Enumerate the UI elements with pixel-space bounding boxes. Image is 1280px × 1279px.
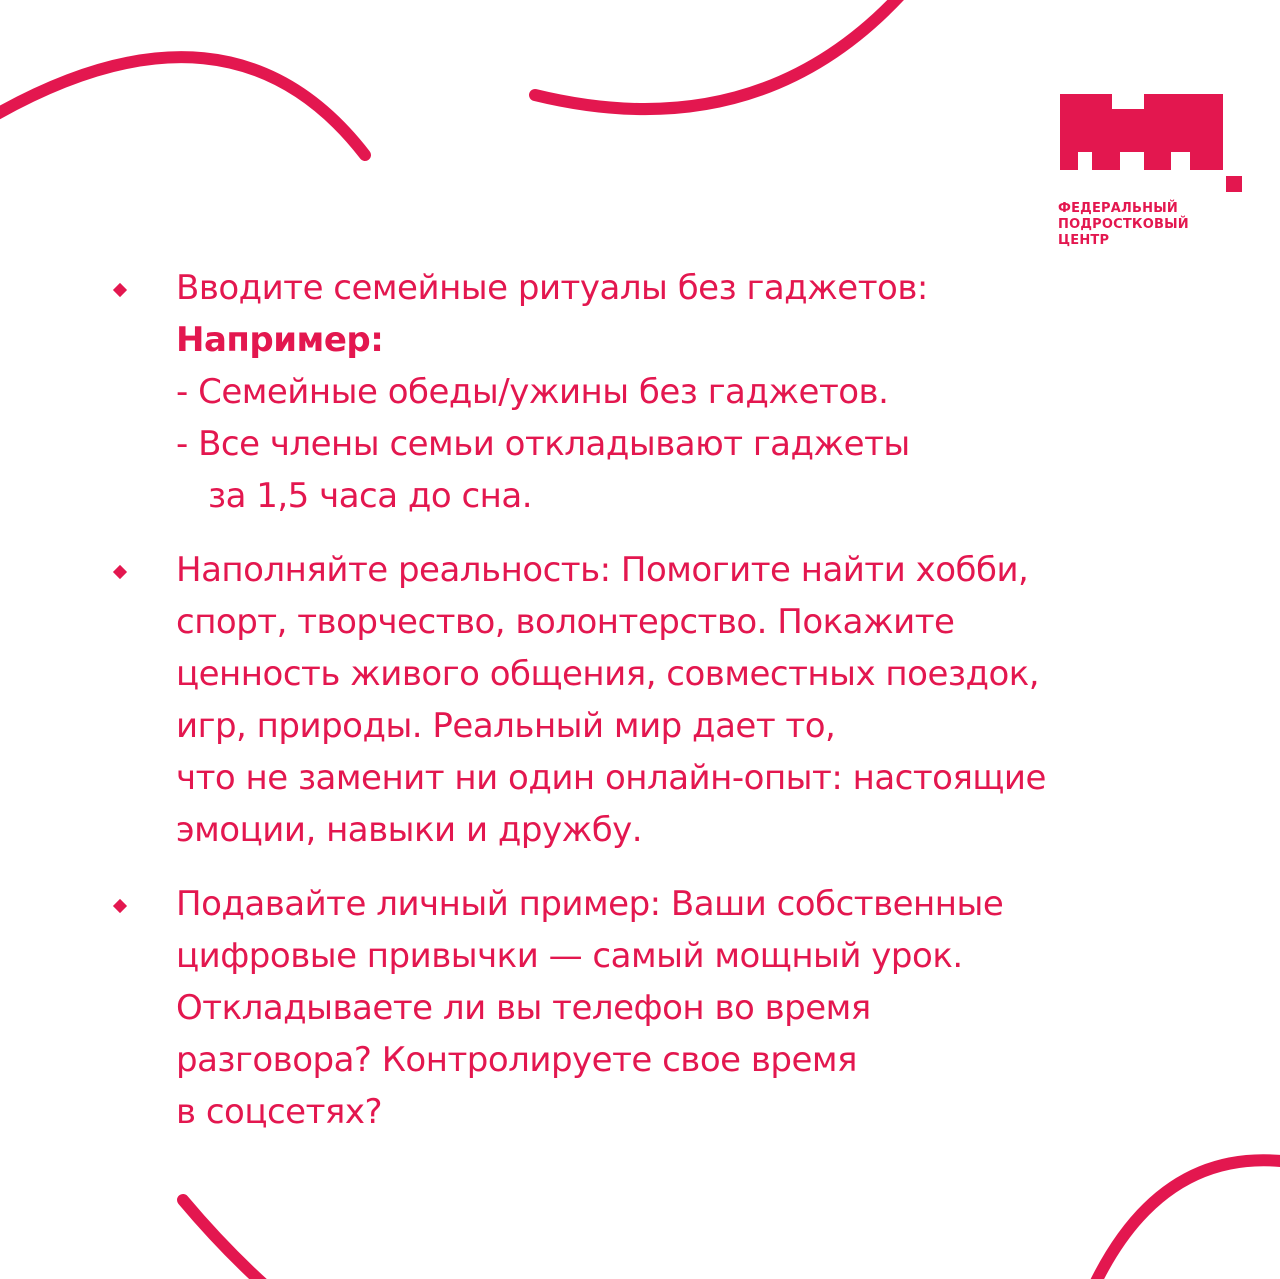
item-2-line-2: спорт, творчество, волонтерство. Покажите [176,602,955,642]
item-2-line-6: эмоции, навыки и дружбу. [176,810,643,850]
list-item [110,878,1260,1138]
item-1-line-1: Вводите семейные ритуалы без гаджетов: [176,268,928,308]
tips-list [110,262,1260,1160]
logo-mark-icon [1058,92,1243,197]
item-2-line-4: игр, природы. Реальный мир дает то, [176,706,836,746]
item-1-line-5: за 1,5 часа до сна. [208,476,533,516]
logo [1058,92,1248,249]
logo-text [1058,201,1248,249]
item-2-line-1: Наполняйте реальность: Помогите найти хобби, [176,550,1029,590]
item-1-line-4: - Все члены семьи откладывают гаджеты [176,424,910,464]
arc-top-center [535,0,905,109]
item-3-line-3: Откладываете ли вы телефон во время [176,988,871,1028]
item-2-line-5: что не заменит ни один онлайн-опыт: настоящие [176,758,1046,798]
item-3-line-4: разговора? Контролируете свое время [176,1040,858,1080]
item-1-example-heading: Например: [176,320,384,360]
diamond-bullet-icon [113,283,127,297]
item-1-line-3: - Семейные обеды/ужины без гаджетов. [176,372,889,412]
logo-line-2: ПОДРОСТКОВЫЙ [1058,217,1189,232]
item-3-line-5: в соцсетях? [176,1092,383,1132]
logo-line-3: ЦЕНТР [1058,233,1110,248]
arc-bottom-right [1092,1160,1280,1279]
arc-bottom-left [183,1200,270,1279]
list-item [110,262,1260,522]
item-2-line-3: ценность живого общения, совместных поездок, [176,654,1040,694]
item-3-line-2: цифровые привычки — самый мощный урок. [176,936,963,976]
diamond-bullet-icon [113,565,127,579]
diamond-bullet-icon [113,899,127,913]
list-item [110,544,1260,856]
logo-line-1: ФЕДЕРАЛЬНЫЙ [1058,201,1178,216]
item-3-line-1: Подавайте личный пример: Ваши собственные [176,884,1004,924]
arc-top-left [0,57,365,155]
